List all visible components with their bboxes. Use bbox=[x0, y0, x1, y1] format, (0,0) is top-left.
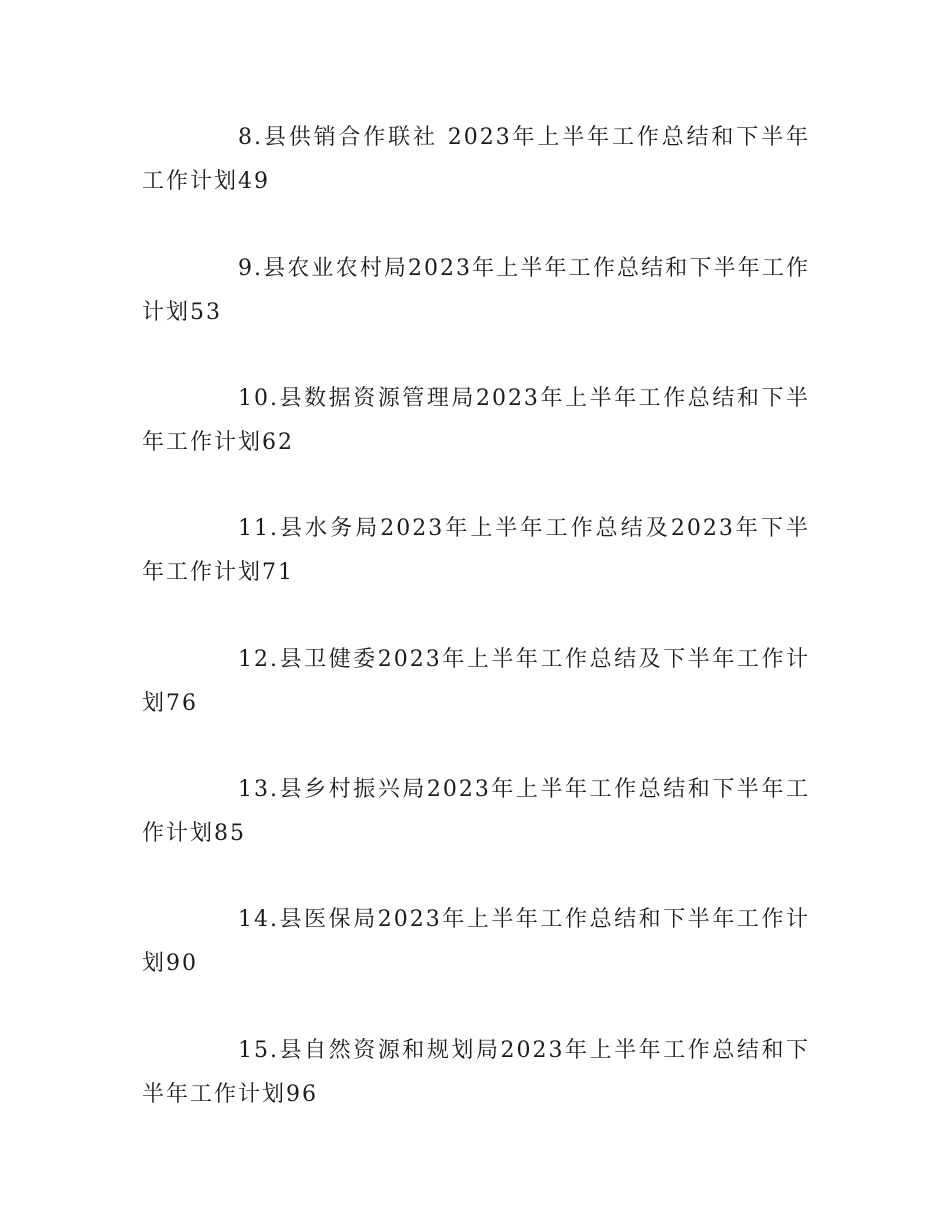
toc-entry-12[interactable]: 12.县卫健委2023年上半年工作总结及下半年工作计划76 bbox=[142, 647, 810, 716]
toc-entry-11[interactable]: 11.县水务局2023年上半年工作总结及2023年下半年工作计划71 bbox=[142, 516, 810, 585]
toc-entry-9[interactable]: 9.县农业农村局2023年上半年工作总结和下半年工作计划53 bbox=[142, 256, 810, 325]
toc-entry-15[interactable]: 15.县自然资源和规划局2023年上半年工作总结和下半年工作计划96 bbox=[142, 1038, 810, 1107]
toc-entry-13[interactable]: 13.县乡村振兴局2023年上半年工作总结和下半年工作计划85 bbox=[142, 777, 810, 846]
toc-entry-8[interactable]: 8.县供销合作联社 2023年上半年工作总结和下半年工作计划49 bbox=[142, 125, 810, 194]
toc-entry-14[interactable]: 14.县医保局2023年上半年工作总结和下半年工作计划90 bbox=[142, 907, 810, 976]
toc-entry-10[interactable]: 10.县数据资源管理局2023年上半年工作总结和下半年工作计划62 bbox=[142, 386, 810, 455]
